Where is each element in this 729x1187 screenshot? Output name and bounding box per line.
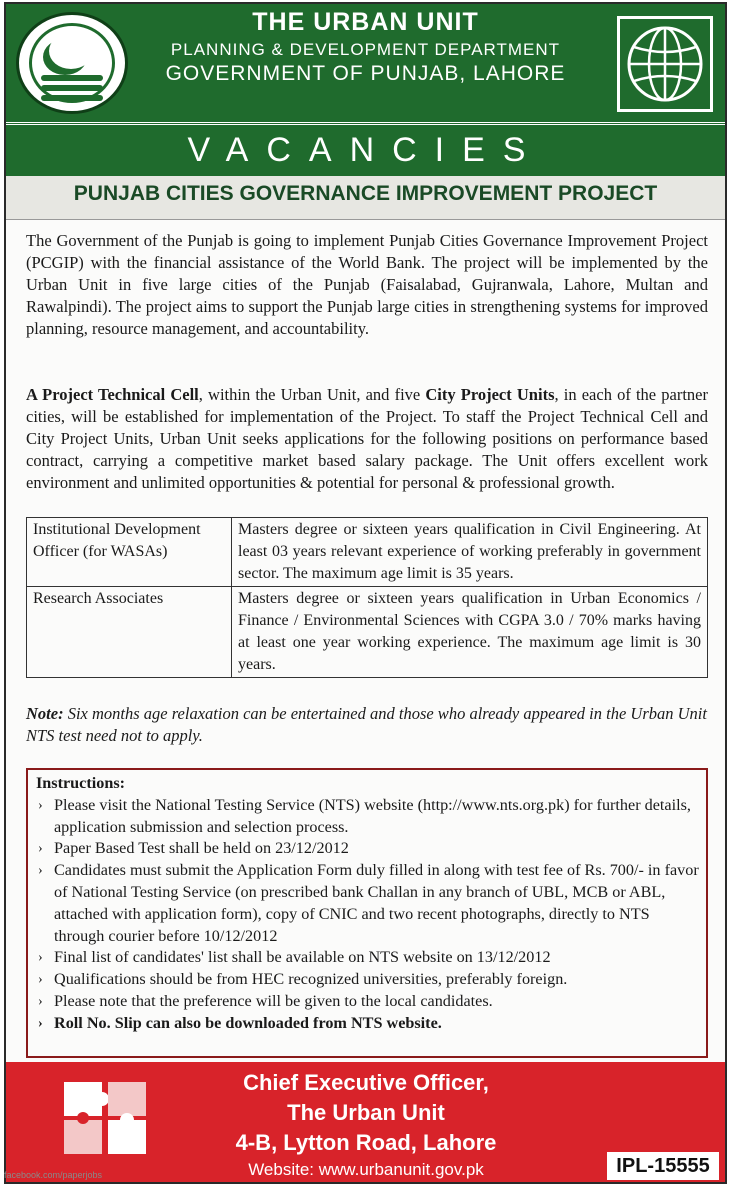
project-bar [6, 176, 725, 220]
footer-address: 4-B, Lytton Road, Lahore [235, 1130, 497, 1155]
vacancies-heading: VACANCIES [187, 131, 544, 169]
footer-org: The Urban Unit [287, 1100, 445, 1125]
ptc-bold: A Project Technical Cell [26, 385, 199, 404]
cpu-bold: City Project Units [425, 385, 555, 404]
position-requirement: Masters degree or sixteen years qualification in Urban Economics / Finance / Environmental Sciences with CGPA 3.0 / 70% marks having at least one year working experience. The maximum age limit is 30 years. [232, 587, 708, 678]
table-row [27, 587, 708, 678]
ipl-badge: IPL-15555 [607, 1152, 719, 1180]
footer [6, 1062, 725, 1184]
header [6, 4, 725, 122]
position-title: Research Associates [27, 587, 232, 678]
intro-paragraph: The Government of the Punjab is going to implement Punjab Cities Governance Improvement Project (PCGIP) with the financial assistance of the World Bank. The project will be implemented by the Urban Unit in five large cities of the Punjab (Faisalabad, Gujranwala, Lahore, Multan and Rawalpindi). The project aims to support the Punjab large cities in strengthening systems for improved planning, resource management, and accountability. [26, 231, 708, 338]
project-title: PUNJAB CITIES GOVERNANCE IMPROVEMENT PROJECT [73, 182, 658, 205]
note [26, 703, 708, 747]
list-item: › Paper Based Test shall be held on 23/12/2012 [36, 838, 700, 860]
source-credit: facebook.com/paperjobs [4, 1170, 103, 1180]
vacancies-band [6, 122, 725, 176]
technical-cell-paragraph [26, 384, 708, 494]
positions-table [26, 517, 708, 678]
footer-website: Website: www.urbanunit.gov.pk [248, 1160, 484, 1179]
list-item: › Please visit the National Testing Service (NTS) website (http://www.nts.org.pk) for further details, application submission and selection process. [36, 795, 700, 839]
list-item: › Please note that the preference will be given to the local candidates. [36, 991, 700, 1013]
footer-designation: Chief Executive Officer, [243, 1070, 489, 1095]
puzzle-logo-icon [58, 1074, 158, 1164]
table-row [27, 518, 708, 587]
p2-mid: , within the Urban Unit, and five [198, 385, 426, 404]
government-title: GOVERNMENT OF PUNJAB, LAHORE [165, 62, 566, 85]
list-item: › Final list of candidates' list shall be available on NTS website on 13/12/2012 [36, 947, 700, 969]
p2-rest: , in each of the partner cities, will be established for implementation of the Project. To staff the Project Technical Cell and City Project Units, Urban Unit seeks applications for the following positions on performance based contract, carrying a competitive market based salary package. The Unit offers excellent work environment and unlimited opportunities & potential for personal & professional growth. [26, 385, 708, 492]
world-bank-globe-icon [617, 16, 713, 112]
note-text: Six months age relaxation can be entertained and those who already appeared in the Urban Unit NTS test need not to apply. [26, 704, 707, 745]
list-item: › Qualifications should be from HEC recognized universities, preferably foreign. [36, 969, 700, 991]
org-title: THE URBAN UNIT [252, 8, 479, 36]
list-item: › Roll No. Slip can also be downloaded from NTS website. [36, 1013, 700, 1035]
instructions-title: Instructions: [36, 774, 126, 792]
department-title: PLANNING & DEVELOPMENT DEPARTMENT [170, 40, 561, 59]
instructions-box [26, 768, 708, 1058]
instructions-list [36, 795, 700, 1035]
note-label: Note: [26, 704, 64, 723]
position-title: Institutional Development Officer (for WASAs) [27, 518, 232, 587]
advertisement [4, 2, 727, 1184]
list-item: › Candidates must submit the Application Form duly filled in along with test fee of Rs. 700/- in favor of National Testing Service (on prescribed bank Challan in any branch of UBL, MCB or ABL, attached with application form), copy of CNIC and two recent photographs, directly to NTS through courier before 10/12/2012 [36, 860, 700, 947]
position-requirement: Masters degree or sixteen years qualification in Civil Engineering. At least 03 years relevant experience of working preferably in government sector. The maximum age limit is 35 years. [232, 518, 708, 587]
